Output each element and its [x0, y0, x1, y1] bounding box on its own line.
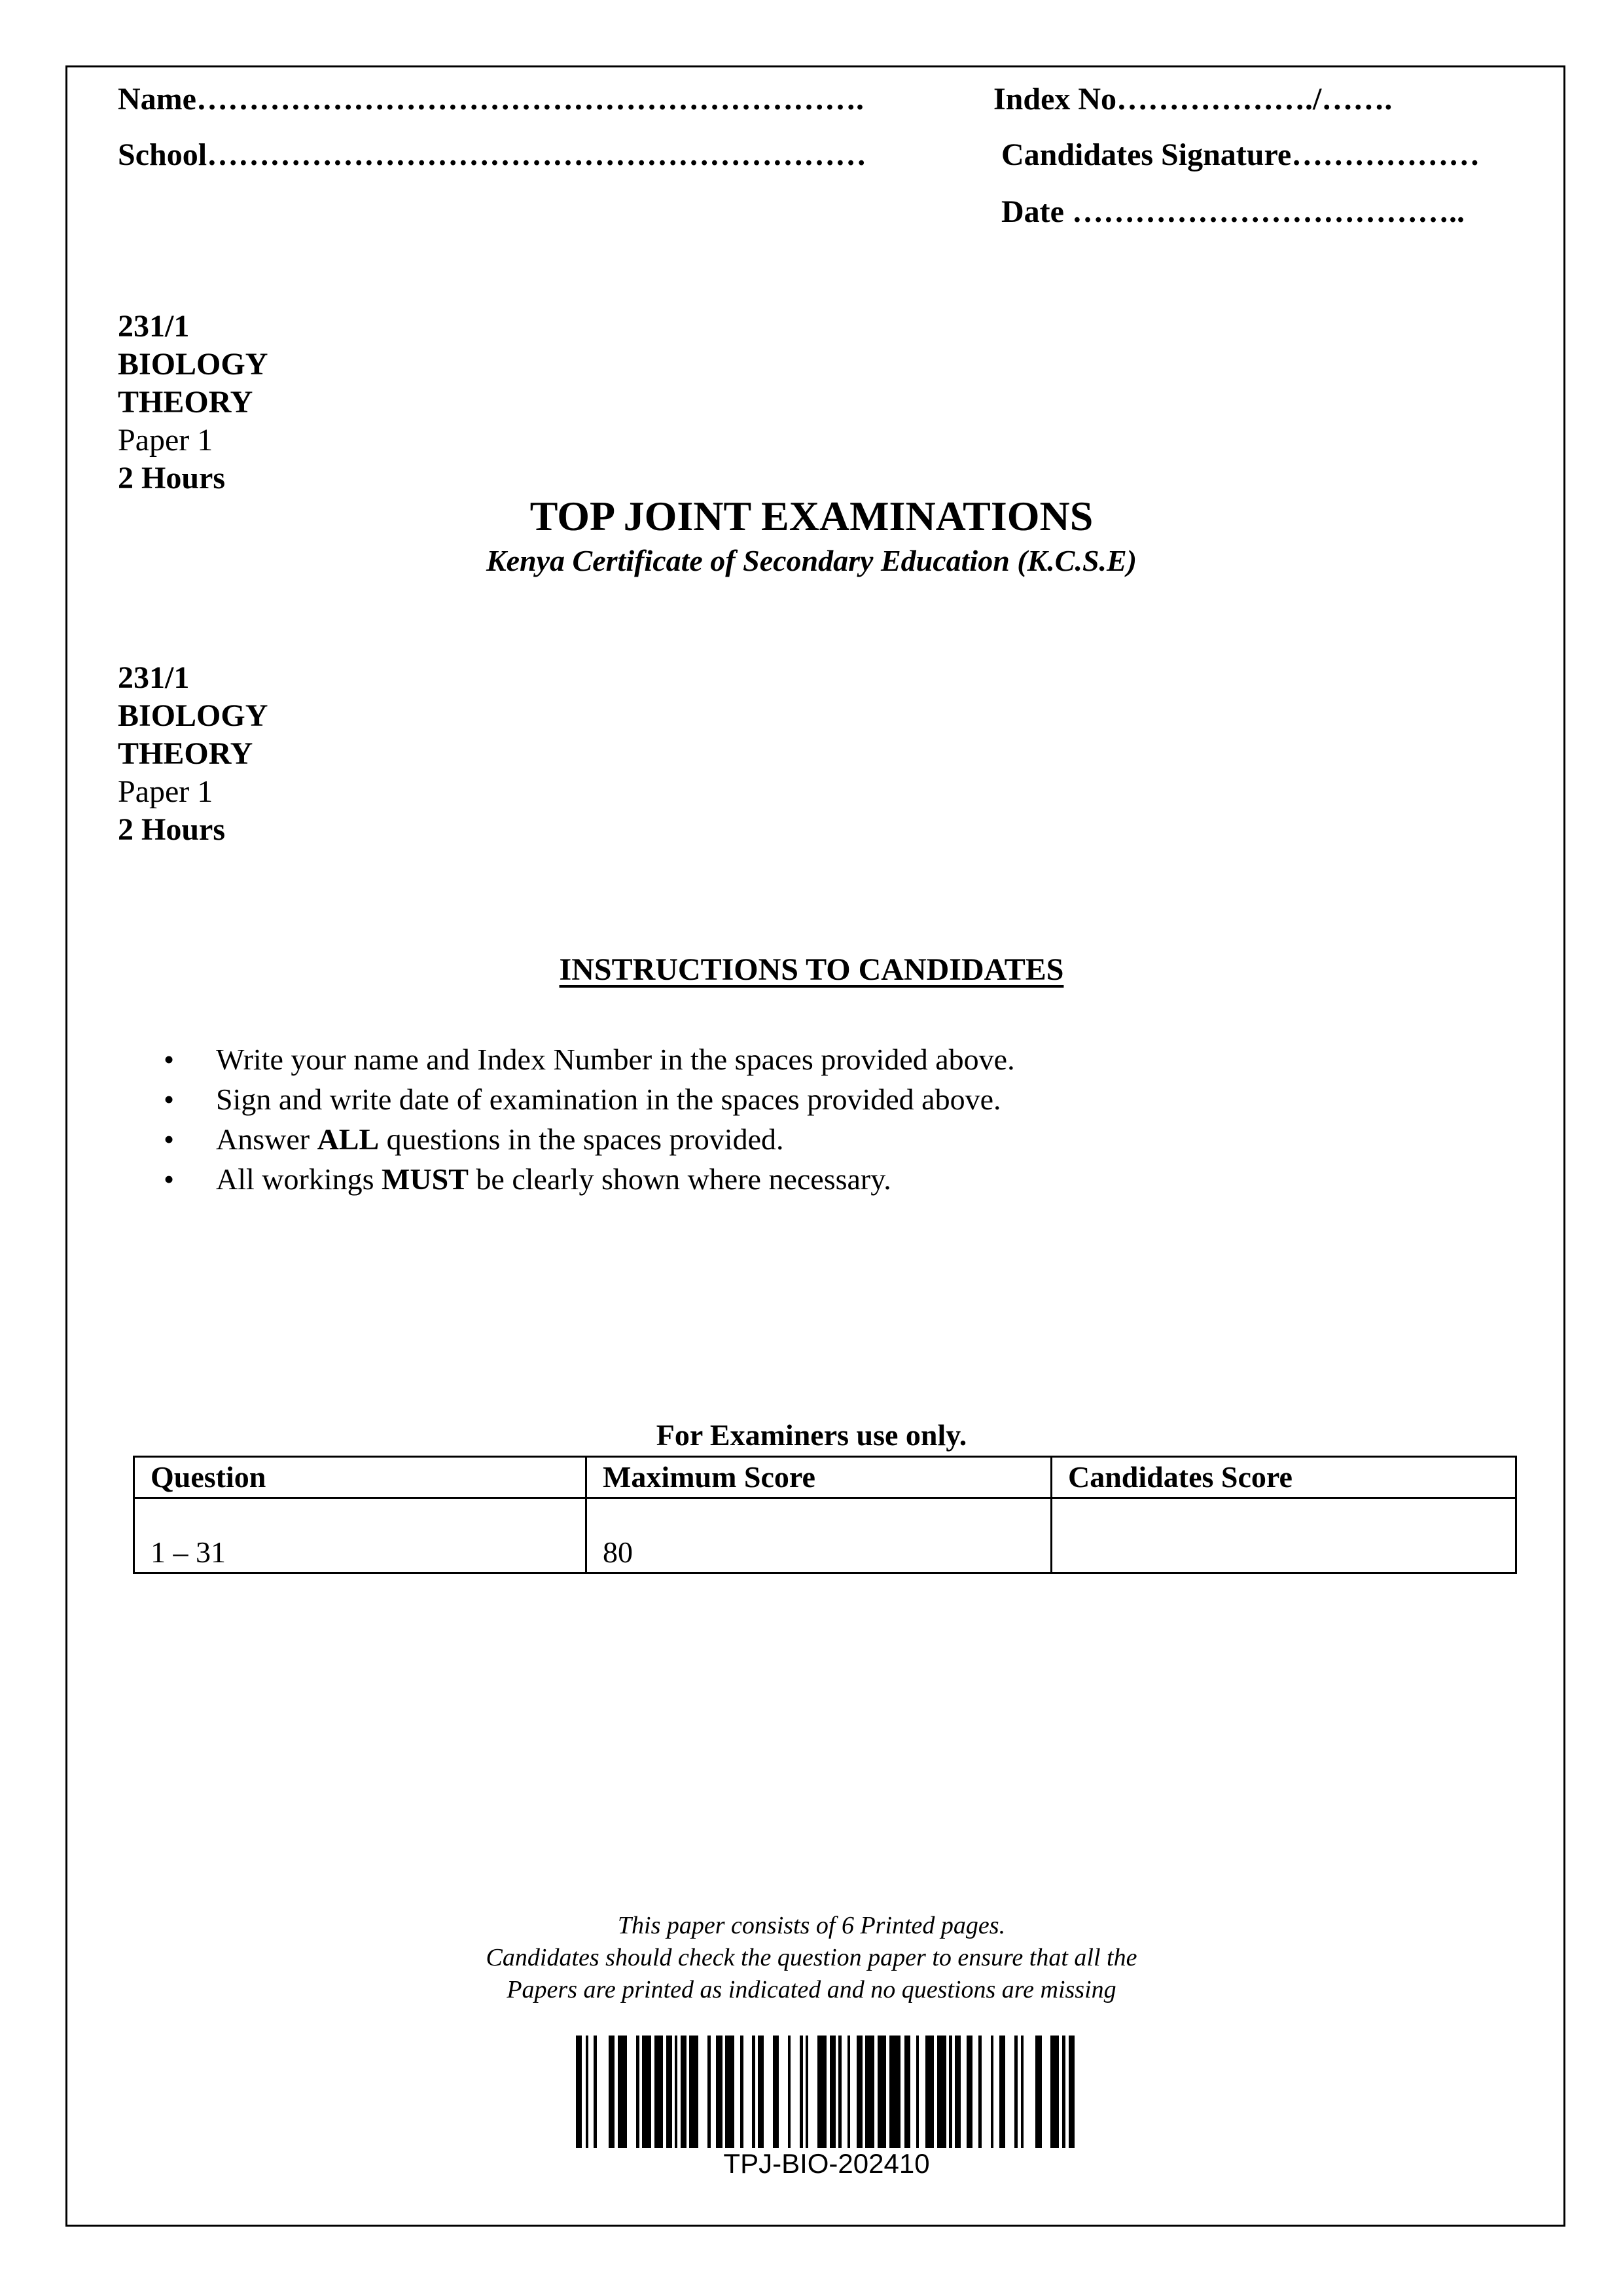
paper-number: Paper 1	[118, 423, 213, 457]
cell-question-range: 1 – 31	[134, 1498, 586, 1573]
header-candidates-score: Candidates Score	[1052, 1457, 1516, 1498]
name-field[interactable]: Name……………………………………………………….	[118, 82, 864, 117]
instructions-heading: INSTRUCTIONS TO CANDIDATES	[559, 952, 1064, 987]
exam-subtitle: Kenya Certificate of Secondary Education (K.C.S.E)	[486, 544, 1137, 577]
table-row	[134, 1498, 1516, 1573]
cell-maximum-score: 80	[586, 1498, 1052, 1573]
paper-number: Paper 1	[118, 774, 213, 809]
instruction-item: • Answer ALL questions in the spaces provided.	[216, 1119, 1015, 1159]
header-maximum-score: Maximum Score	[586, 1457, 1052, 1498]
candidate-signature-field[interactable]: Candidates Signature………………	[1001, 137, 1480, 172]
paper-code: 231/1	[118, 309, 190, 344]
paper-info-bottom	[118, 659, 268, 849]
paper-info-top	[118, 308, 268, 497]
barcode-label: TPJ-BIO-202410	[723, 2148, 930, 2179]
paper-type: THEORY	[118, 385, 253, 420]
instruction-item: • All workings MUST be clearly shown where necessary.	[216, 1159, 1015, 1199]
instructions-list	[164, 1039, 1015, 1199]
footer-check-note: Candidates should check the question paper to ensure that all the	[486, 1944, 1137, 1971]
footer-page-count: This paper consists of 6 Printed pages.	[617, 1912, 1006, 1939]
cell-candidates-score[interactable]	[1052, 1498, 1516, 1573]
paper-type: THEORY	[118, 736, 253, 771]
footer-missing-note: Papers are printed as indicated and no questions are missing	[507, 1976, 1116, 2003]
paper-duration: 2 Hours	[118, 812, 226, 847]
paper-subject: BIOLOGY	[118, 698, 268, 733]
examiners-score-table	[133, 1456, 1517, 1574]
header-question: Question	[134, 1457, 586, 1498]
examiners-caption: For Examiners use only.	[656, 1418, 967, 1452]
index-number-field[interactable]: Index No………………./…….	[993, 82, 1393, 117]
paper-code: 231/1	[118, 660, 190, 695]
date-field[interactable]: Date ………………………………..	[1001, 194, 1465, 229]
exam-title: TOP JOINT EXAMINATIONS	[529, 493, 1094, 539]
barcode-icon	[576, 2036, 1077, 2148]
instruction-item: • Write your name and Index Number in the spaces provided above.	[216, 1039, 1015, 1079]
paper-duration: 2 Hours	[118, 461, 226, 495]
paper-subject: BIOLOGY	[118, 347, 268, 382]
instruction-item: • Sign and write date of examination in the spaces provided above.	[216, 1079, 1015, 1119]
school-field[interactable]: School………………………………………………………	[118, 137, 867, 172]
